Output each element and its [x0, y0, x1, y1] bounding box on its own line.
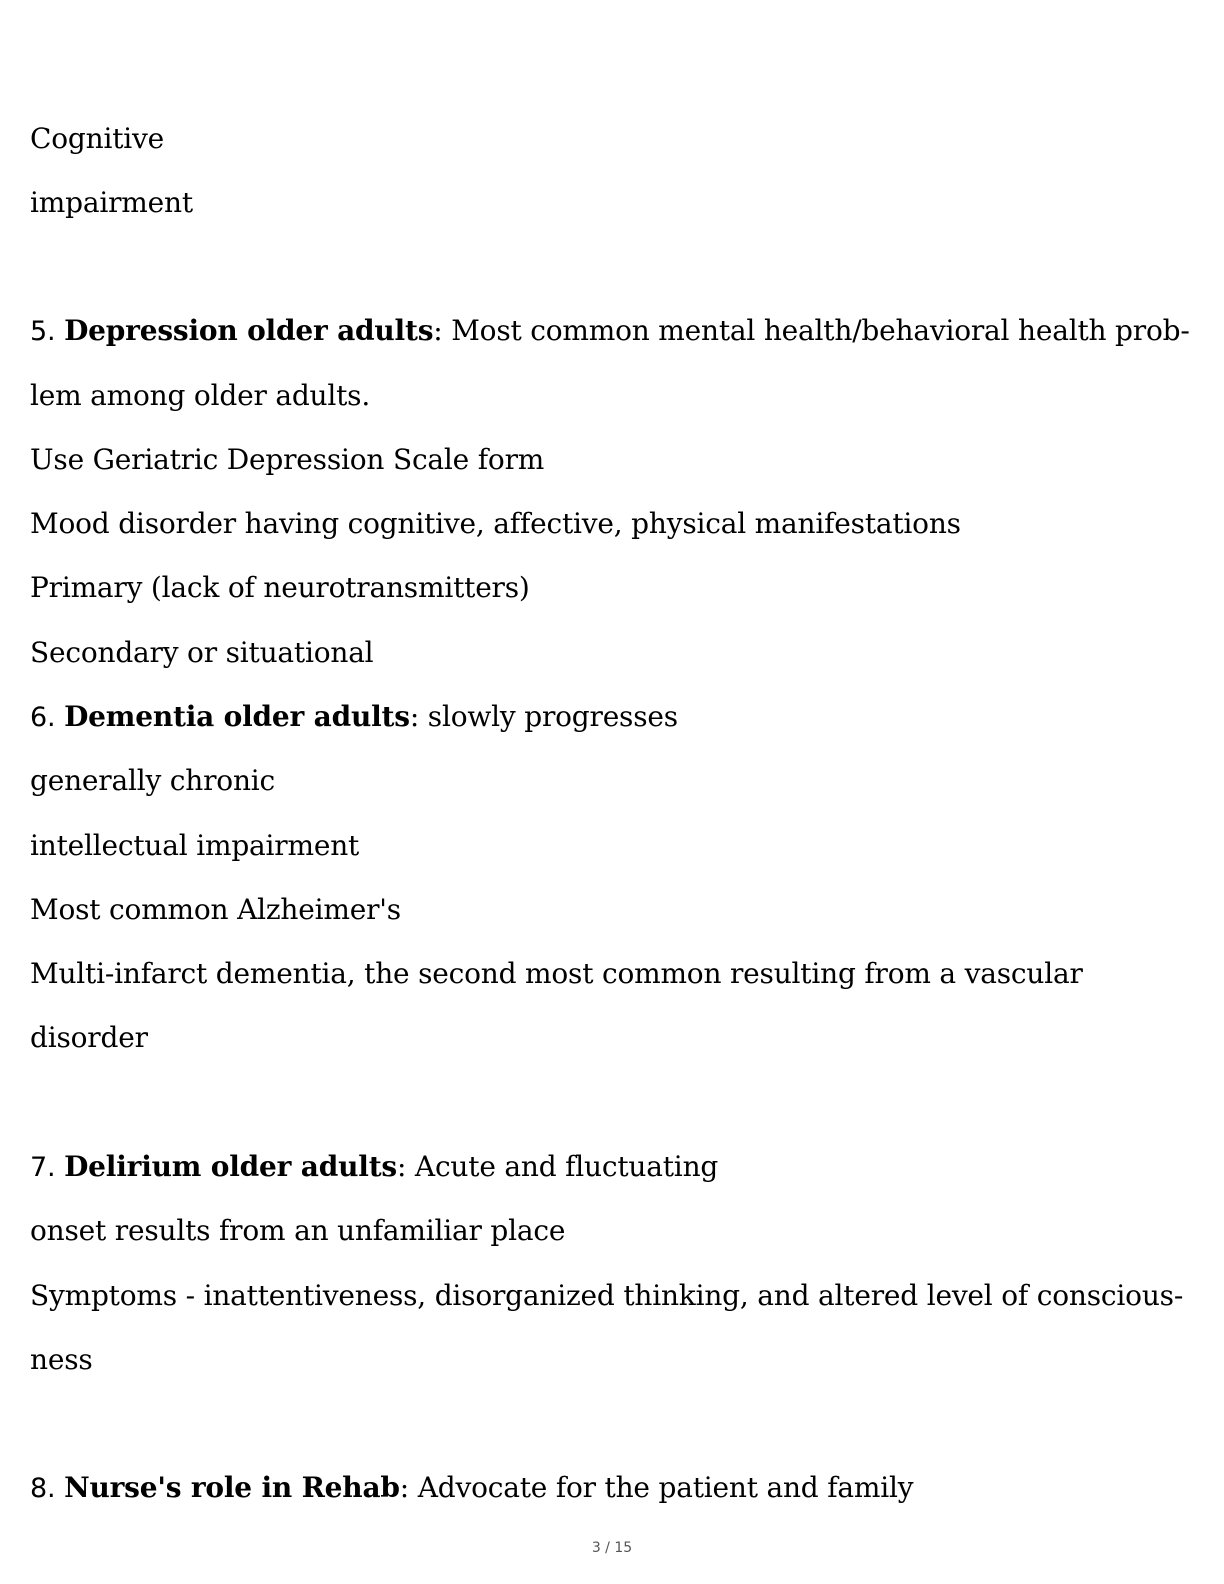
line-text: ness	[30, 1343, 93, 1376]
line-text: Primary (lack of neurotransmitters)	[30, 571, 530, 604]
line-text: Most common Alzheimer's	[30, 893, 401, 926]
item-colon: :	[399, 1471, 410, 1504]
item-number: 5.	[30, 316, 56, 347]
text-line	[30, 122, 164, 156]
item-term: Dementia older adults	[64, 700, 410, 733]
item-heading-depression	[30, 314, 1190, 349]
item-heading-delirium	[30, 1150, 718, 1185]
line-text: intellectual impairment	[30, 829, 360, 862]
item-heading-nurse-role	[30, 1471, 913, 1506]
line-text: lem among older adults.	[30, 379, 371, 412]
text-line	[30, 829, 359, 863]
line-text: Use Geriatric Depression Scale form	[30, 443, 545, 476]
text-line	[30, 893, 401, 927]
line-text: Multi-infarct dementia, the second most common resulting from a vascular	[30, 957, 1083, 990]
line-text: Mood disorder having cognitive, affective, physical manifestations	[30, 507, 961, 540]
text-line	[30, 186, 193, 220]
text-line	[30, 1343, 93, 1377]
text-line	[30, 443, 544, 477]
item-colon: :	[397, 1150, 407, 1183]
line-text: Secondary or situational	[30, 636, 374, 669]
line-text: impairment	[30, 186, 193, 219]
text-line	[30, 957, 1083, 991]
line-text: disorder	[30, 1021, 148, 1054]
text-line	[30, 636, 373, 670]
line-text: Acute and fluctuating	[406, 1150, 719, 1183]
page-indicator: 3 / 15	[591, 1540, 633, 1556]
item-colon: :	[409, 700, 420, 733]
item-term: Nurse's role in Rehab	[64, 1471, 400, 1504]
item-number: 8.	[30, 1473, 56, 1504]
line-text: generally chronic	[30, 764, 276, 797]
line-text: Cognitive	[30, 122, 164, 155]
line-text: Most common mental health/behavioral health prob-	[442, 314, 1190, 347]
item-term: Depression older adults	[64, 314, 434, 347]
text-line	[30, 764, 275, 798]
text-line	[30, 507, 961, 541]
text-line	[30, 379, 370, 413]
line-text: Symptoms - inattentiveness, disorganized thinking, and altered level of conscious-	[30, 1279, 1184, 1312]
item-number: 7.	[30, 1152, 56, 1183]
item-term: Delirium older adults	[64, 1150, 397, 1183]
text-line	[30, 1021, 148, 1055]
text-line	[30, 1279, 1183, 1313]
item-colon: :	[433, 314, 443, 347]
item-number: 6.	[30, 702, 56, 733]
text-line	[30, 1214, 565, 1248]
line-text: Advocate for the patient and family	[409, 1471, 914, 1504]
line-text: slowly progresses	[419, 700, 678, 733]
line-text: onset results from an unfamiliar place	[30, 1214, 566, 1247]
item-heading-dementia	[30, 700, 678, 735]
text-line	[30, 571, 530, 605]
